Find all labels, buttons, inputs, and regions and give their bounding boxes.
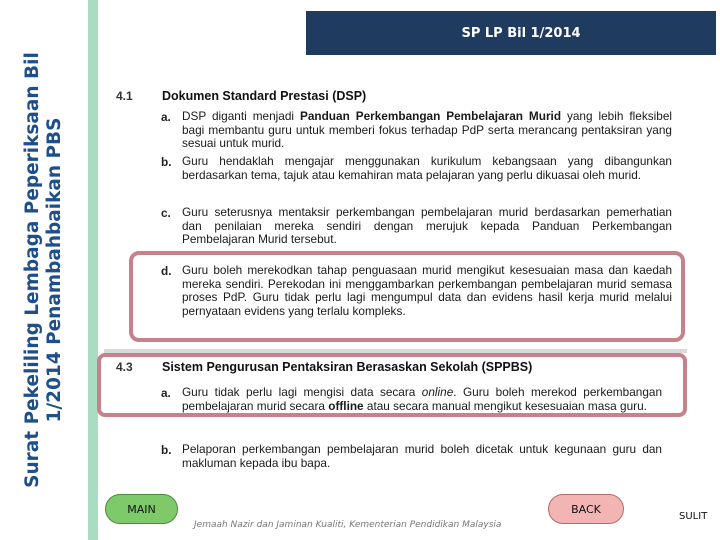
classification-label: SULIT <box>679 511 708 522</box>
item-letter: d. <box>161 264 172 278</box>
section-title: Dokumen Standard Prestasi (DSP) <box>162 89 367 103</box>
sidebar-accent-strip <box>88 0 98 540</box>
item-text-bold: offline <box>328 398 364 413</box>
item-text-pre: DSP diganti menjadi <box>182 109 300 123</box>
item-text-mid: . Guru boleh merekod perkembangan pembelajaran murid secara <box>182 385 662 413</box>
item-text-italic: online <box>421 385 454 399</box>
header-title: SP LP Bil 1/2014 <box>461 25 581 41</box>
section-number: 4.3 <box>116 360 133 374</box>
item-letter: b. <box>161 443 172 457</box>
main-button[interactable] <box>105 494 178 524</box>
sidebar-title-line-2: 1/2014 Penambahbaikan PBS <box>44 117 65 423</box>
back-button-label: BACK <box>571 502 601 516</box>
item-letter: b. <box>161 155 172 169</box>
item-text-bold: Panduan Perkembangan Pembelajaran Murid <box>299 109 562 123</box>
back-button[interactable] <box>548 494 624 524</box>
highlight-frame-item-d <box>129 251 685 342</box>
section-title: Sistem Pengurusan Pentaksiran Berasaskan Sekolah (SPPBS) <box>162 360 533 374</box>
item-text-pre: Guru tidak perlu lagi mengisi data secara <box>182 385 422 399</box>
item-letter: a. <box>161 386 171 400</box>
section-number: 4.1 <box>116 89 133 103</box>
sidebar-title-line-1: Surat Pekeliling Lembaga Peperiksaan Bil <box>22 52 43 488</box>
item-text-post: atau secara manual mengikut kesesuaian masa guru. <box>363 398 647 413</box>
item-text-post: yang lebih fleksibel bagi membantu guru untuk memberi fokus terhadap PdP serta merancang pentaksiran yang sesuai untuk murid. <box>182 109 672 151</box>
item-text: Guru hendaklah mengajar menggunakan kurikulum kebangsaan yang dibangunkan berdasarkan tema, tajuk atau kemahiran mata pelajaran yang perlu dikuasai oleh murid. <box>182 154 672 182</box>
footer-text: Jemaah Nazir dan Jaminan Kualiti, Kementerian Pendidikan Malaysia <box>194 520 502 530</box>
highlight-frame-sppbs <box>97 353 687 417</box>
item-text <box>182 110 672 151</box>
item-text: Pelaporan perkembangan pembelajaran murid boleh dicetak untuk kegunaan guru dan makluman kepada ibu bapa. <box>182 442 662 470</box>
sidebar-title <box>22 10 66 530</box>
item-text: Guru boleh merekodkan tahap penguasaan murid mengikut kesesuaian masa dan kaedah mereka sendiri. Perekodan ini menggambarkan perkembangan pembelajaran murid semasa proses PdP. Guru tidak perlu lagi mengumpul data dan evidens hasil kerja murid melalui pernyataan evidens yang terlalu kompleks. <box>182 263 672 318</box>
item-letter: a. <box>161 110 171 124</box>
item-text: Guru seterusnya mentaksir perkembangan pembelajaran murid berdasarkan pemerhatian dan penilaian mereka sendiri dengan merujuk kepada Panduan Perkembangan Pembelajaran Murid tersebut. <box>182 205 672 247</box>
main-button-label: MAIN <box>127 502 156 516</box>
item-letter: c. <box>161 206 171 220</box>
header-bar <box>306 11 716 55</box>
